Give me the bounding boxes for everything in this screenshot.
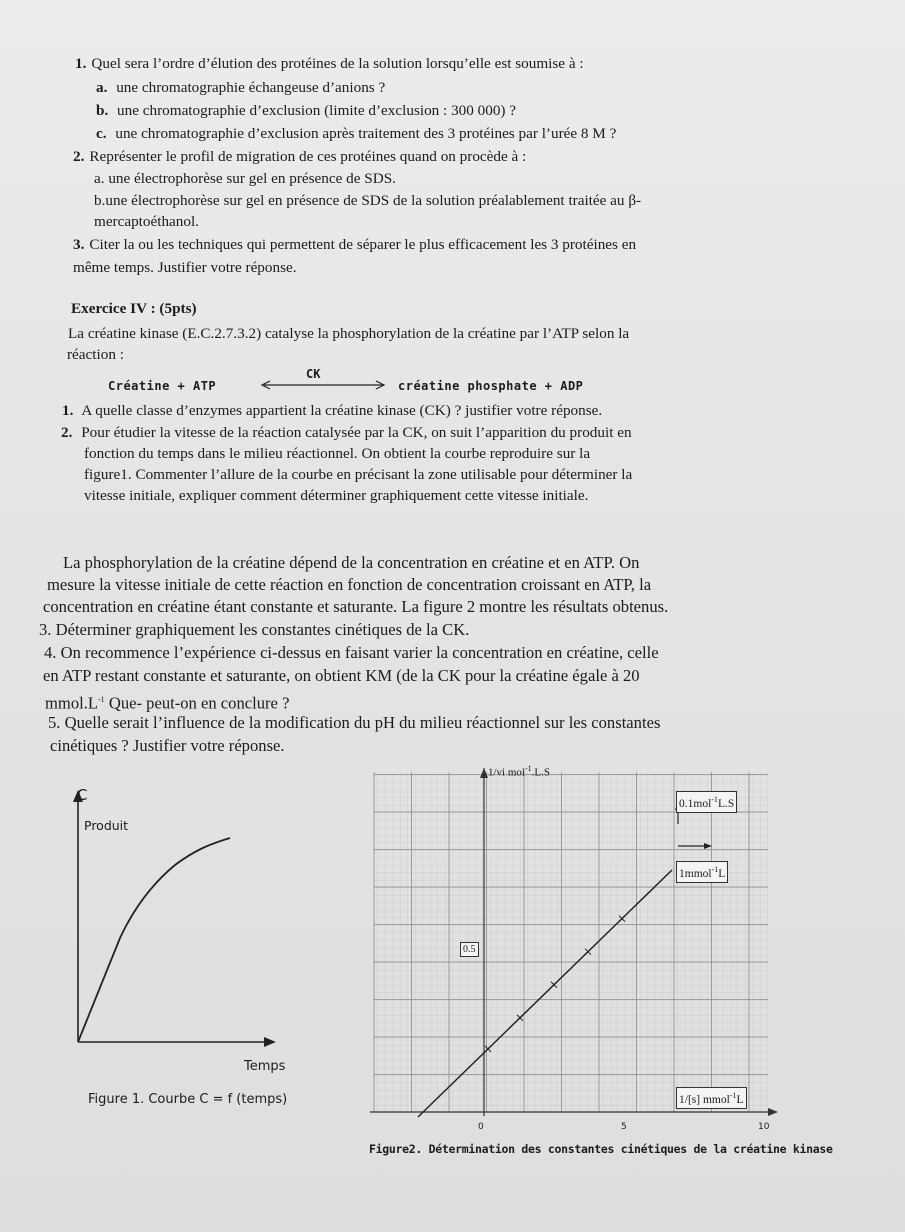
question-1: 1. Quel sera l’ordre d’élution des protéines de la solution lorsqu’elle est soumise à : xyxy=(75,55,584,72)
question-1b: b. une chromatographie d’exclusion (limite d’exclusion : 300 000) ? xyxy=(96,102,517,119)
figure-1-caption: Figure 1. Courbe C = f (temps) xyxy=(88,1092,288,1107)
question-1c: c. une chromatographie d’exclusion après traitement des 3 protéines par l’urée 8 M ? xyxy=(96,125,617,142)
question-2: 2. Représenter le profil de migration de ces protéines quand on procède à : xyxy=(73,148,527,165)
figure-2-scale-y: 0.1mol$^{-1}$L.S xyxy=(676,791,737,813)
ex4-question-2-l2: fonction du temps dans le milieu réactionnel. On obtient la courbe reproduire sur la xyxy=(84,445,591,462)
figure-2-scale-x: 1mmol$^{-1}$L xyxy=(676,861,728,883)
question-1a: a. une chromatographie échangeuse d’anions ? xyxy=(96,79,386,96)
question-2a: a. une électrophorèse sur gel en présence de SDS. xyxy=(94,170,396,187)
figure-2-tick-10: 10 xyxy=(758,1122,770,1132)
ex4-question-5-l2: cinétiques ? Justifier votre réponse. xyxy=(50,736,285,755)
figure-2-tick-5: 5 xyxy=(621,1122,627,1132)
ex4-question-5: 5. Quelle serait l’influence de la modification du pH du milieu réactionnel sur les constantes xyxy=(48,713,661,732)
exercise-4-intro: La créatine kinase (E.C.2.7.3.2) catalyse la phosphorylation de la créatine par l’ATP selon la xyxy=(68,325,630,342)
ex4-question-2-l4: vitesse initiale, expliquer comment déterminer graphiquement cette vitesse initiale. xyxy=(84,487,589,504)
figure-1-y-sub: Produit xyxy=(84,818,129,833)
paragraph-line-3: concentration en créatine étant constante et saturante. La figure 2 montre les résultats obtenus. xyxy=(43,597,669,616)
figure-1-x-label: Temps xyxy=(244,1059,286,1074)
question-2b-cont: mercaptoéthanol. xyxy=(94,213,199,230)
paragraph-line-1: La phosphorylation de la créatine dépend de la concentration en créatine et en ATP. On xyxy=(63,553,640,572)
ex4-question-4-l2: en ATP restant constante et saturante, on obtient KM (de la CK pour la créatine égale à 20 xyxy=(43,666,640,685)
figure-2-x-axis-label: 1/[s] mmol$^{-1}$L xyxy=(676,1087,747,1109)
exercise-4-intro-cont: réaction : xyxy=(67,346,124,363)
reversible-arrow xyxy=(258,378,388,392)
figure-2-y-axis-label: 1/vi mol$^{-1}$.L.S xyxy=(488,764,550,779)
ex4-question-2: 2. Pour étudier la vitesse de la réaction catalysée par la CK, on suit l’apparition du produit en xyxy=(61,424,632,441)
reaction-enzyme: CK xyxy=(306,367,321,381)
figure-2-caption: Figure2. Détermination des constantes cinétiques de la créatine kinase xyxy=(369,1142,833,1156)
figure-1-y-label: C xyxy=(77,786,88,804)
ex4-question-2-l3: figure1. Commenter l’allure de la courbe en précisant la zone utilisable pour déterminer la xyxy=(84,466,633,483)
ex4-question-4: 4. On recommence l’expérience ci-dessus en faisant varier la concentration en créatine, celle xyxy=(44,643,659,662)
ex4-question-1: 1. A quelle classe d’enzymes appartient la créatine kinase (CK) ? justifier votre réponse. xyxy=(62,402,603,419)
paragraph-line-2: mesure la vitesse initiale de cette réaction en fonction de concentration croissant en ATP, la xyxy=(47,575,652,594)
reaction-left: Créatine + ATP xyxy=(108,379,217,393)
figure-2-graph xyxy=(370,760,800,1135)
figure-2-box-05: 0.5 xyxy=(460,942,479,957)
reaction-right: créatine phosphate + ADP xyxy=(398,379,584,393)
question-3: 3. Citer la ou les techniques qui permettent de séparer le plus efficacement les 3 protéines en xyxy=(73,236,637,253)
question-2b: b.une électrophorèse sur gel en présence de SDS de la solution préalablement traitée au β- xyxy=(94,192,642,209)
figure-2-tick-0: 0 xyxy=(478,1122,484,1132)
question-3-cont: même temps. Justifier votre réponse. xyxy=(73,259,297,276)
exercise-4-title: Exercice IV : (5pts) xyxy=(71,300,197,317)
ex4-question-3: 3. Déterminer graphiquement les constantes cinétiques de la CK. xyxy=(39,620,470,639)
product-curve xyxy=(78,838,230,1042)
ex4-question-4-l3: $mmol.L^{-1}$ Que- peut-on en conclure ? xyxy=(45,693,290,713)
